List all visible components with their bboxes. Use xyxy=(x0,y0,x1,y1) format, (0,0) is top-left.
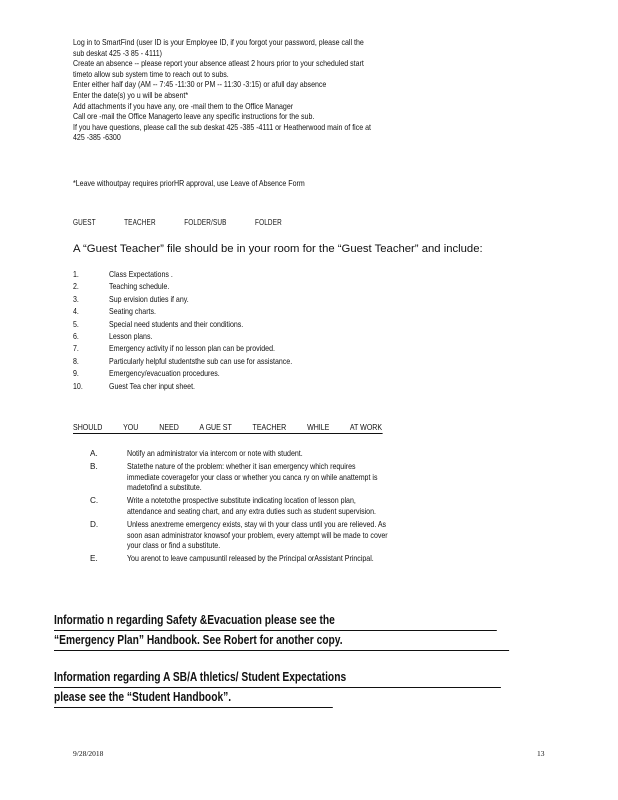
item-number: 6. xyxy=(73,331,79,341)
guest-teacher-steps xyxy=(90,449,550,567)
item-text: attendance and seating chart, and any extra duties such as student supervision. xyxy=(127,506,376,516)
list-item xyxy=(73,269,473,281)
list-item xyxy=(73,281,473,293)
item-number: 5. xyxy=(73,319,79,329)
item-number: 2. xyxy=(73,282,79,292)
leave-note: *Leave withoutpay requires priorHR approval, use Leave of Absence Form xyxy=(73,179,305,188)
item-number: 7. xyxy=(73,344,79,354)
item-number: 1. xyxy=(73,270,79,279)
instruction-line: Add attachments if you have any, ore -mail them to the Office Manager xyxy=(73,101,294,111)
heading-word: AT WORK xyxy=(349,423,383,432)
list-item xyxy=(90,449,550,460)
asb-athletics-info xyxy=(54,668,501,708)
item-number: 8. xyxy=(73,356,79,366)
item-text: Special need students and their conditions. xyxy=(109,319,244,329)
item-text: Lesson plans. xyxy=(109,331,153,341)
heading-word: FOLDER xyxy=(255,218,282,227)
instruction-line: Enter either half day (AM -- 7:45 -11:30 or PM -- 11:30 -3:15) or afull day absence xyxy=(73,80,327,90)
item-text: madetofind a substitute. xyxy=(127,483,202,493)
item-text: Particularly helpful studentsthe sub can use for assistance. xyxy=(109,356,293,366)
heading-word: SHOULD xyxy=(73,423,103,432)
item-text: Unless anextreme emergency exists, stay wi th your class until you are relieved. As xyxy=(127,519,387,529)
item-text: your class or find a substitute. xyxy=(127,541,221,551)
info-line: Informatio n regarding Safety &Evacuation please see the xyxy=(54,611,497,631)
page-number: 13 xyxy=(537,749,545,758)
list-item xyxy=(73,343,473,355)
list-item xyxy=(73,294,473,306)
item-text: Emergency/evacuation procedures. xyxy=(109,369,220,379)
safety-evacuation-info xyxy=(54,611,509,651)
item-text: soon asan administrator knowsof your problem, every attempt will be made to cover xyxy=(127,530,388,540)
item-number: 4. xyxy=(73,307,79,317)
heading-word: YOU xyxy=(123,423,139,432)
heading-word: FOLDER/SUB xyxy=(184,218,227,227)
smartfind-instructions xyxy=(73,38,613,144)
list-item xyxy=(73,331,473,343)
instruction-line: sub deskat 425 -3 85 - 4111) xyxy=(73,48,162,58)
info-line: “Emergency Plan” Handbook. See Robert for another copy. xyxy=(54,631,509,651)
item-text: immediate coveragefor your class or whether you canca ry on while anattempt is xyxy=(127,472,378,482)
item-number: 9. xyxy=(73,369,79,379)
item-letter: C. xyxy=(90,496,99,506)
instruction-line: Create an absence -- please report your absence atleast 2 hours prior to your scheduled start xyxy=(73,59,364,69)
guest-folder-list xyxy=(73,269,473,393)
item-text: Teaching schedule. xyxy=(109,282,170,292)
info-line: Information regarding A SB/A thletics/ Student Expectations xyxy=(54,668,501,688)
heading-word: NEED xyxy=(159,423,179,432)
instruction-line: 425 -385 -6300 xyxy=(73,133,121,143)
heading-word: A GUE ST xyxy=(199,423,232,432)
heading-word: TEACHER xyxy=(124,218,156,227)
instruction-line: timeto allow sub system time to reach out to subs. xyxy=(73,69,229,79)
guest-teacher-intro: A “Guest Teacher” file should be in your room for the “Guest Teacher” and include: xyxy=(73,243,483,255)
list-item xyxy=(73,381,473,393)
item-text: You arenot to leave campusuntil released by the Principal orAssistant Principal. xyxy=(127,554,374,564)
item-text: Emergency activity if no lesson plan can be provided. xyxy=(109,344,275,354)
instruction-line: If you have questions, please call the sub deskat 425 -385 -4111 or Heatherwood main of fice at xyxy=(73,122,372,132)
item-text: Write a notetothe prospective substitute indicating location of lesson plan, xyxy=(127,496,356,506)
list-item xyxy=(73,306,473,318)
item-letter: E. xyxy=(90,554,98,564)
heading-word: TEACHER xyxy=(252,423,287,432)
info-line: please see the “Student Handbook”. xyxy=(54,688,333,708)
item-text: Class Expectations . xyxy=(109,270,173,279)
footer-date: 9/28/2018 xyxy=(73,749,104,758)
instruction-line: Enter the date(s) yo u will be absent* xyxy=(73,90,189,100)
heading-word: GUEST xyxy=(73,218,96,227)
item-letter: D. xyxy=(90,519,99,529)
should-you-need-heading xyxy=(73,423,383,434)
heading-word: WHILE xyxy=(307,423,330,432)
instruction-line: Call ore -mail the Office Managerto leave any specific instructions for the sub. xyxy=(73,112,315,122)
item-text: Sup ervision duties if any. xyxy=(109,294,189,304)
list-item xyxy=(90,520,550,552)
list-item xyxy=(73,368,473,380)
list-item xyxy=(73,356,473,368)
item-number: 10. xyxy=(73,381,83,391)
list-item xyxy=(90,554,550,565)
item-number: 3. xyxy=(73,294,79,304)
guest-teacher-heading xyxy=(73,218,308,227)
item-text: Guest Tea cher input sheet. xyxy=(109,381,195,391)
item-text: Statethe nature of the problem: whether it isan emergency which requires xyxy=(127,461,356,471)
instruction-line: Log in to SmartFind (user ID is your Employee ID, if you forgot your password, please call the xyxy=(73,38,364,47)
item-letter: B. xyxy=(90,461,98,471)
item-letter: A. xyxy=(90,449,98,458)
item-text: Seating charts. xyxy=(109,307,156,317)
list-item xyxy=(90,496,550,518)
list-item xyxy=(90,462,550,494)
item-text: Notify an administrator via intercom or note with student. xyxy=(127,449,303,458)
list-item xyxy=(73,319,473,331)
